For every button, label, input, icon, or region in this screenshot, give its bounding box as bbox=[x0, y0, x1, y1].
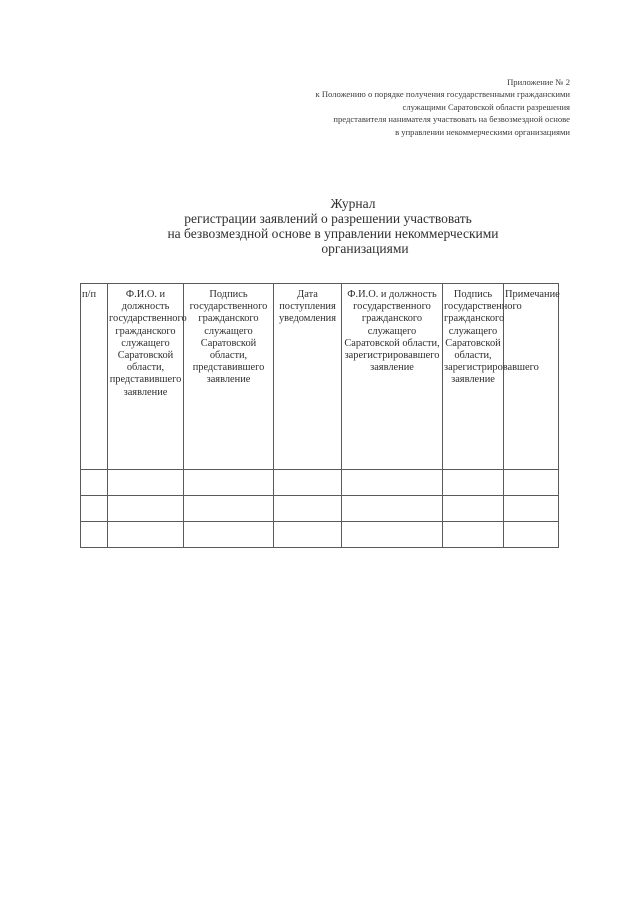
title-line: регистрации заявлений о разрешении участвовать bbox=[184, 211, 472, 226]
table-cell bbox=[342, 522, 443, 548]
table-cell bbox=[274, 496, 342, 522]
table-cell bbox=[504, 470, 559, 496]
table-cell bbox=[342, 496, 443, 522]
appendix-line: представителя нанимателя участвовать на безвозмездной основе bbox=[333, 114, 570, 125]
table-cell bbox=[108, 470, 184, 496]
appendix-line: служащими Саратовской области разрешения bbox=[402, 101, 570, 112]
header-registrar-signature: Подпись государственного гражданского служащего Саратовской области, зарегистрировавшего заявление bbox=[443, 284, 504, 470]
title-line: на безвозмездной основе в управлении некоммерческими bbox=[167, 226, 499, 241]
table-cell bbox=[504, 522, 559, 548]
header-applicant-signature: Подпись государственного гражданского служащего Саратовской области, представившего заявление bbox=[184, 284, 274, 470]
table-cell bbox=[184, 470, 274, 496]
header-registrar-name: Ф.И.О. и должность государственного гражданского служащего Саратовской области, зарегистрировавшего заявление bbox=[342, 284, 443, 470]
table-row bbox=[81, 496, 559, 522]
table-cell bbox=[108, 522, 184, 548]
table-cell bbox=[443, 522, 504, 548]
table-cell bbox=[274, 470, 342, 496]
table-cell bbox=[81, 522, 108, 548]
table-cell bbox=[443, 470, 504, 496]
journal-title bbox=[0, 196, 640, 256]
title-line: организациями bbox=[321, 241, 409, 256]
title-line: Журнал bbox=[330, 196, 376, 211]
table-cell bbox=[81, 470, 108, 496]
header-receipt-date: Дата поступления уведомления bbox=[274, 284, 342, 470]
table-cell bbox=[342, 470, 443, 496]
table-row bbox=[81, 470, 559, 496]
table-cell bbox=[504, 496, 559, 522]
appendix-line: в управлении некоммерческими организациями bbox=[395, 126, 570, 137]
registration-journal-table bbox=[80, 283, 559, 548]
table-cell bbox=[274, 522, 342, 548]
table-cell bbox=[81, 496, 108, 522]
table-cell bbox=[184, 496, 274, 522]
appendix-line: к Положению о порядке получения государственными гражданскими bbox=[315, 89, 570, 100]
header-applicant-name: Ф.И.О. и должность государственного гражданского служащего Саратовской области, представившего заявление bbox=[108, 284, 184, 470]
appendix-line: Приложение № 2 bbox=[507, 77, 570, 87]
appendix-header bbox=[240, 76, 570, 138]
table-header-row bbox=[81, 284, 559, 470]
table-row bbox=[81, 522, 559, 548]
table-cell bbox=[108, 496, 184, 522]
table-cell bbox=[184, 522, 274, 548]
header-number: п/п bbox=[81, 284, 108, 470]
header-note: Примечание bbox=[504, 284, 559, 470]
table-cell bbox=[443, 496, 504, 522]
